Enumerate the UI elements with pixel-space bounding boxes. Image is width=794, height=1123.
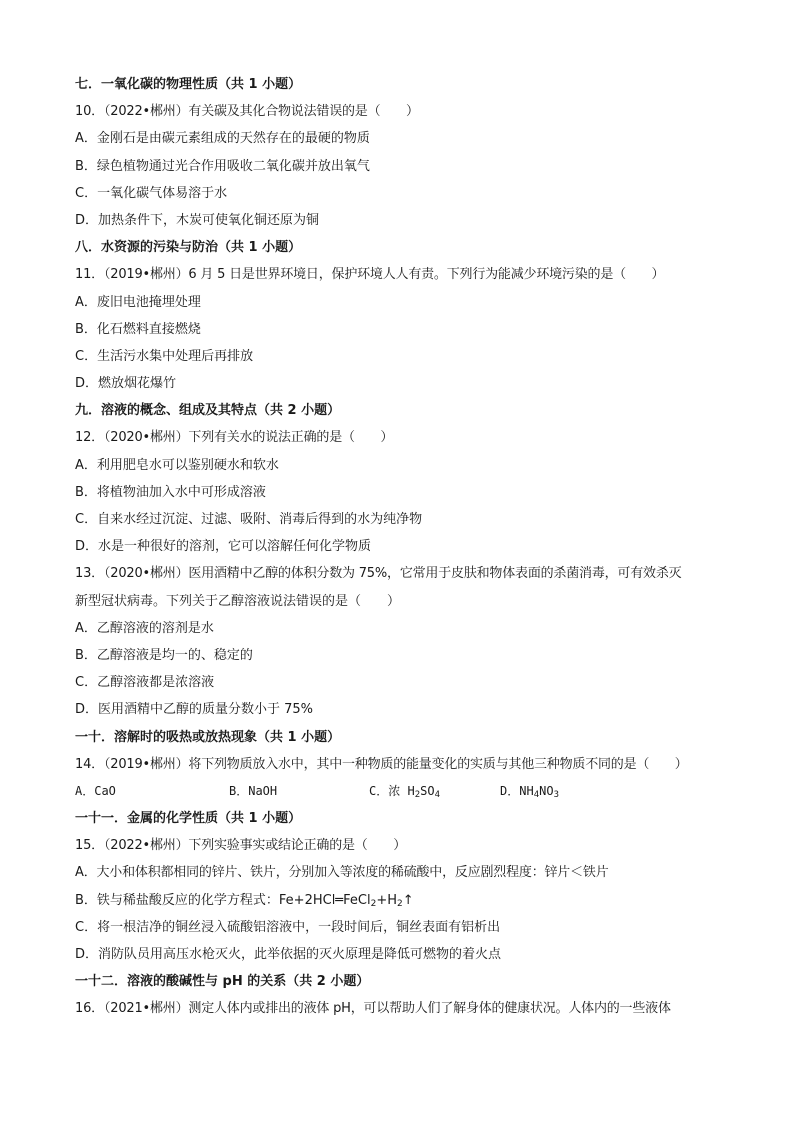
section-title-12: 一十二．溶液的酸碱性与 pH 的关系（共 2 小题） [75, 974, 370, 990]
exam-page [75, 71, 725, 1023]
question-14-option-c [369, 778, 500, 805]
question-11-option-a: A．废旧电池掩埋处理 [75, 294, 201, 310]
question-15-option-a: A．大小和体积都相同的锌片、铁片，分别加入等浓度的稀硫酸中，反应剧烈程度：锌片＜铁片 [75, 865, 609, 881]
question-14-options [75, 778, 725, 805]
subscript: 4 [533, 789, 540, 800]
question-15-option-b [75, 887, 725, 914]
question-12-option-c: C．自来水经过沉淀、过滤、吸附、消毒后得到的水为纯净物 [75, 512, 423, 527]
subscript: 4 [434, 789, 440, 800]
gas-arrow: ↑ [402, 892, 414, 908]
subscript: 2 [370, 898, 377, 909]
question-13-option-a: A．乙醇溶液的溶剂是水 [75, 620, 214, 636]
question-15-option-d: D．消防队员用高压水枪灭火，此举依据的灭火原理是降低可燃物的着火点 [75, 947, 502, 962]
section-title-11: 一十一．金属的化学性质（共 1 小题） [75, 811, 302, 827]
question-11-stem: 11．（2019•郴州）6 月 5 日是世界环境日，保护环境人人有责。下列行为能减少环境污染的是（ ） [75, 267, 665, 283]
question-13-option-d: D．医用酒精中乙醇的质量分数小于 75% [75, 702, 314, 718]
option-d-text: NO [539, 783, 554, 798]
question-11-option-b: B．化石燃料直接燃烧 [75, 321, 201, 337]
question-13-option-b: B．乙醇溶液是均一的、稳定的 [75, 647, 253, 663]
subscript: 2 [414, 789, 421, 800]
question-16-stem: 16．（2021•郴州）测定人体内或排出的液体 pH，可以帮助人们了解身体的健康状况。人体内的一些液体 [75, 1001, 671, 1017]
section-title-10: 一十．溶解时的吸热或放热现象（共 1 小题） [75, 729, 341, 745]
question-12-option-d: D．水是一种很好的溶剂，它可以溶解任何化学物质 [75, 539, 372, 555]
question-10-option-d: D．加热条件下，木炭可使氧化铜还原为铜 [75, 212, 320, 228]
question-10-stem: 10．（2022•郴州）有关碳及其化合物说法错误的是（ ） [75, 104, 419, 120]
question-14-option-b: B．NaOH [229, 783, 278, 798]
question-13-stem-line1: 13．（2020•郴州）医用酒精中乙醇的体积分数为 75%，它常用于皮肤和物体表面的杀菌消毒，可有效杀灭 [75, 566, 682, 582]
question-13-stem-line2: 新型冠状病毒。下列关于乙醇溶液说法错误的是（ ） [75, 593, 401, 609]
option-b-text: +H [376, 892, 397, 908]
question-10-option-a: A．金刚石是由碳元素组成的天然存在的最硬的物质 [75, 131, 370, 147]
question-12-option-a: A．利用肥皂水可以鉴别硬水和软水 [75, 457, 279, 473]
question-14-stem: 14．（2019•郴州）将下列物质放入水中，其中一种物质的能量变化的实质与其他三种物质不同的是（ ） [75, 756, 688, 772]
question-10-option-b: B．绿色植物通过光合作用吸收二氧化碳并放出氧气 [75, 158, 370, 174]
section-title-9: 九．溶液的概念、组成及其特点（共 2 小题） [75, 403, 341, 419]
question-14-option-d [500, 778, 620, 805]
section-title-7: 七．一氧化碳的物理性质（共 1 小题） [75, 77, 302, 92]
question-12-option-b: B．将植物油加入水中可形成溶液 [75, 484, 266, 500]
question-15-stem: 15．（2022•郴州）下列实验事实或结论正确的是（ ） [75, 838, 406, 854]
question-13-option-c: C．乙醇溶液都是浓溶液 [75, 675, 215, 691]
question-10-option-c: C．一氧化碳气体易溶于水 [75, 185, 228, 201]
option-c-text: C．浓 H [369, 783, 415, 798]
section-title-8: 八．水资源的污染与防治（共 1 小题） [75, 240, 302, 256]
option-d-text: D．NH [500, 783, 534, 798]
question-11-option-d: D．燃放烟花爆竹 [75, 376, 177, 392]
subscript: 2 [397, 898, 403, 909]
subscript: 3 [553, 789, 559, 800]
option-b-text: B．铁与稀盐酸反应的化学方程式：Fe+2HCl═FeCl [75, 892, 371, 908]
question-14-option-a: A．CaO [75, 783, 116, 798]
option-c-text: SO [420, 783, 435, 798]
question-11-option-c: C．生活污水集中处理后再排放 [75, 348, 254, 364]
question-15-option-c: C．将一根洁净的铜丝浸入硫酸铝溶液中，一段时间后，铜丝表面有铝析出 [75, 919, 501, 935]
question-12-stem: 12．（2020•郴州）下列有关水的说法正确的是（ ） [75, 430, 394, 446]
